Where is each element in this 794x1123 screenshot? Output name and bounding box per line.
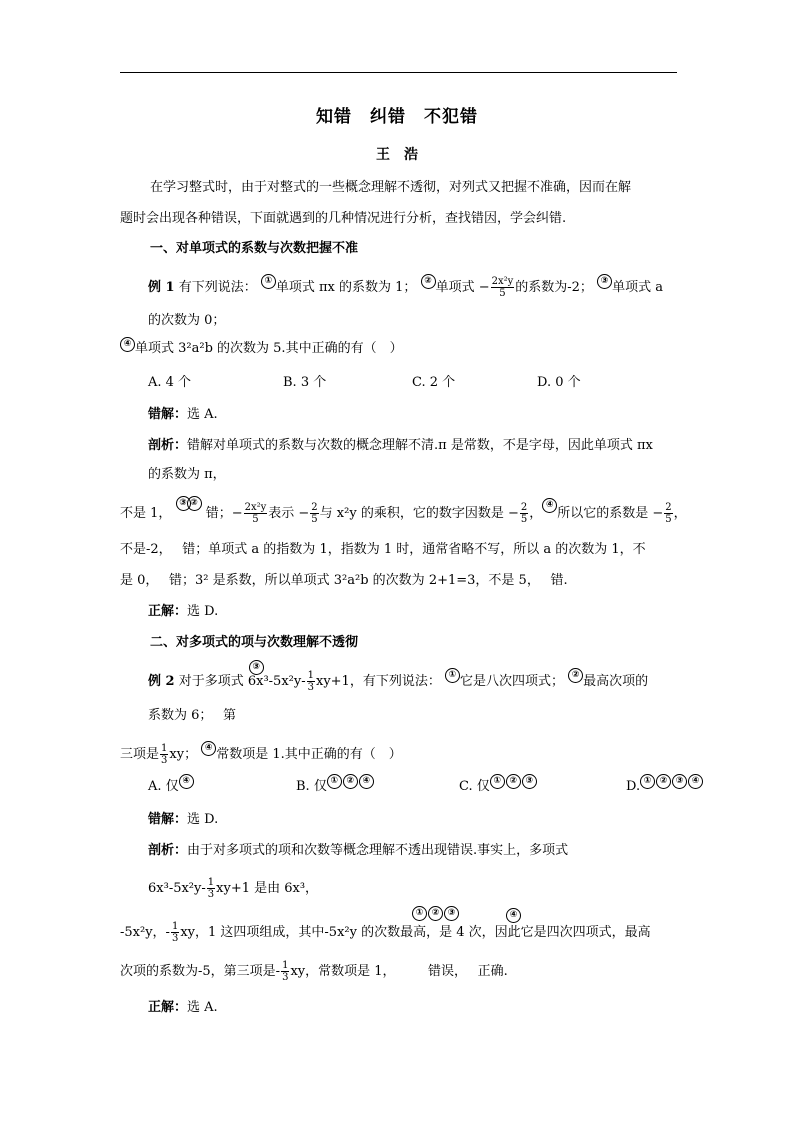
text: 错；− [205, 506, 243, 521]
text: 选 D. [187, 812, 219, 827]
numerator: 1 [207, 877, 215, 888]
ex1-analysis-1 [148, 437, 653, 455]
label: 正解： [148, 1000, 188, 1015]
ex1-option-c: C. 2 个 [412, 375, 456, 390]
ex2-wrong [148, 811, 218, 829]
circled-number: ② [421, 274, 436, 289]
text [178, 662, 306, 689]
circled-number: ② [428, 906, 443, 921]
ex1-line-2: 的次数为 0； [148, 313, 226, 328]
circled-group [176, 496, 202, 511]
text: xy+1，有下列说法： [315, 674, 441, 689]
text: 6x³-5x²y- [148, 881, 206, 896]
section-2-heading: 二、对多项式的项与次数理解不透彻 [150, 635, 359, 650]
circled-number: ④ [506, 908, 521, 923]
circled-group [640, 774, 703, 789]
ex1-wrong [148, 406, 218, 424]
text: -5x²y，- [120, 925, 170, 940]
ex2-analysis-2 [148, 877, 318, 900]
circled-number: ④ [201, 741, 216, 756]
ex2-option-d [626, 778, 703, 796]
circled-number: ③ [522, 774, 537, 789]
circled-number: ④ [120, 337, 135, 352]
ex2-line-1 [148, 662, 649, 693]
intro-line-1: 在学习整式时，由于对整式的一些概念理解不透彻，对列式又把握不准确，因而在解 [150, 180, 632, 195]
circled-number: ① [640, 774, 655, 789]
denominator: 3 [282, 972, 289, 983]
circled-number: ④ [179, 774, 194, 789]
fraction [244, 502, 268, 525]
text: xy，1 这四项组成，其中-5x²y 的次数最高，是 4 次，因此它是四次四项式，最高 [180, 925, 651, 940]
text: B. 仅 [296, 779, 327, 794]
label: 错解： [148, 407, 188, 422]
ex1-analysis-5: 是 0， 错；3² 是系数，所以单项式 3²a²b 的次数为 2+1=3，不是 5， 错. [120, 573, 568, 588]
text: 它是八次四项式； [459, 674, 564, 689]
text: 次项的系数为-5，第三项是- [120, 964, 281, 979]
numerator: 2x²y [491, 276, 514, 287]
denominator: 5 [311, 514, 318, 525]
circled-number: ③ [597, 274, 612, 289]
text: xy，常数项是 1， 错误， 正确. [290, 964, 508, 979]
ex2-analysis-3 [120, 921, 651, 944]
text: 由于对多项式的项和次数等概念理解不透出现错误.事实上，多项式 [187, 843, 569, 858]
label: 剖析： [148, 438, 188, 453]
circled-number: ① [445, 668, 460, 683]
text: 最高次项的 [583, 674, 649, 689]
ex2-option-c [459, 778, 537, 796]
text: 对于多项式 6x³-5x²y- [178, 674, 306, 689]
text: A. 仅 [148, 779, 179, 794]
numerator: 1 [161, 743, 168, 754]
fraction [307, 670, 315, 693]
denominator: 5 [665, 514, 672, 525]
ex1-label: 例 1 [148, 280, 175, 295]
ex2-line-3 [120, 743, 402, 766]
circled-number: ③ [249, 660, 264, 675]
text: ， [529, 506, 543, 521]
ex1-line-1 [148, 276, 663, 299]
circled-number: ② [568, 668, 583, 683]
circled-number: ③ [444, 906, 459, 921]
fraction [207, 877, 215, 900]
text: 错解对单项式的系数与次数的概念理解不清.π 是常数，不是字母，因此单项式 πx [187, 438, 653, 453]
text: 单项式 − [435, 280, 490, 295]
ex2-option-b [296, 778, 374, 796]
text: 有下列说法： [178, 280, 257, 295]
ex1-right [148, 603, 218, 621]
denominator: 5 [520, 514, 528, 525]
text: xy+1 是由 6x³， [216, 881, 319, 896]
text: ， [673, 506, 687, 521]
denominator: 3 [307, 682, 314, 693]
circled-number: ① [412, 906, 427, 921]
numerator: 2x²y [244, 502, 267, 513]
circled-number: ① [327, 774, 342, 789]
circled-number: ① [490, 774, 505, 789]
circled-number: ④ [359, 774, 374, 789]
numerator: 1 [307, 670, 314, 681]
text: 与 x²y 的乘积，它的数字因数是 − [319, 506, 519, 521]
label: 错解： [148, 812, 188, 827]
numerator: 2 [520, 502, 528, 513]
text: xy； [169, 747, 198, 762]
text: 单项式 πx 的系数为 1； [275, 280, 417, 295]
numerator: 2 [311, 502, 318, 513]
text: 不是 1， [120, 506, 172, 521]
author: 王 浩 [376, 147, 418, 163]
header-rule [120, 72, 677, 73]
fraction [520, 502, 528, 525]
circled-group [412, 906, 459, 921]
ex1-option-d: D. 0 个 [537, 375, 581, 390]
text: 选 D. [187, 604, 219, 619]
intro-line-2: 题时会出现各种错误，下面就遇到的几种情况进行分析，查找错因，学会纠错. [120, 211, 567, 226]
ex2-label: 例 2 [148, 674, 175, 689]
circled-group [179, 774, 194, 789]
ex1-option-b: B. 3 个 [283, 375, 327, 390]
circled-number: ② [343, 774, 358, 789]
text: 三项是 [120, 747, 160, 762]
circled-group [490, 774, 537, 789]
text: 所以它的系数是 − [557, 506, 664, 521]
circled-number: ④ [542, 498, 557, 513]
fraction [491, 276, 515, 299]
ex1-line-3 [120, 340, 403, 358]
section-1-heading: 一、对单项式的系数与次数把握不准 [150, 241, 359, 256]
ex2-option-a [148, 778, 194, 796]
circled-group [327, 774, 374, 789]
fraction [281, 960, 289, 983]
ex1-analysis-2: 的系数为 π， [148, 467, 226, 482]
text: 选 A. [187, 1000, 218, 1015]
circled-number: ③ [672, 774, 687, 789]
denominator: 3 [171, 933, 179, 944]
circled-number: ② [187, 496, 202, 511]
text: 表示 − [268, 506, 310, 521]
circled-number: ④ [688, 774, 703, 789]
ex2-line-2: 系数为 6； 第 [148, 708, 237, 723]
text: 单项式 a [612, 280, 663, 295]
ex2-analysis-4 [120, 960, 508, 983]
text: 常数项是 1.其中正确的有（ ） [216, 747, 402, 762]
ex1-analysis-4: 不是-2， 错；单项式 a 的指数为 1，指数为 1 时，通常省略不写，所以 a 的次数为 1，不 [120, 542, 646, 557]
fraction [160, 743, 168, 766]
label: 正解： [148, 604, 188, 619]
denominator: 3 [161, 755, 168, 766]
text: 选 A. [187, 407, 218, 422]
circled-number: ① [261, 274, 276, 289]
numerator: 1 [171, 921, 179, 932]
ex2-right [148, 999, 218, 1017]
denominator: 3 [207, 889, 215, 900]
denominator: 5 [499, 288, 506, 299]
circled-number: ② [506, 774, 521, 789]
fraction [171, 921, 179, 944]
ex1-option-a: A. 4 个 [148, 375, 192, 390]
text: 单项式 3²a²b 的次数为 5.其中正确的有（ ） [135, 341, 403, 356]
label: 剖析： [148, 843, 188, 858]
circled-number: ③ [176, 496, 191, 511]
text: 的系数为-2； [515, 280, 593, 295]
text: C. 仅 [459, 779, 490, 794]
denominator: 5 [252, 514, 259, 525]
numerator: 1 [282, 960, 289, 971]
fraction [310, 502, 318, 525]
text: D. [626, 779, 641, 794]
circled-number: ② [656, 774, 671, 789]
ex1-analysis-3 [120, 498, 687, 525]
ex2-analysis-1 [148, 842, 568, 860]
numerator: 2 [665, 502, 672, 513]
fraction [664, 502, 672, 525]
page-title: 知错 纠错 不犯错 [316, 107, 478, 127]
